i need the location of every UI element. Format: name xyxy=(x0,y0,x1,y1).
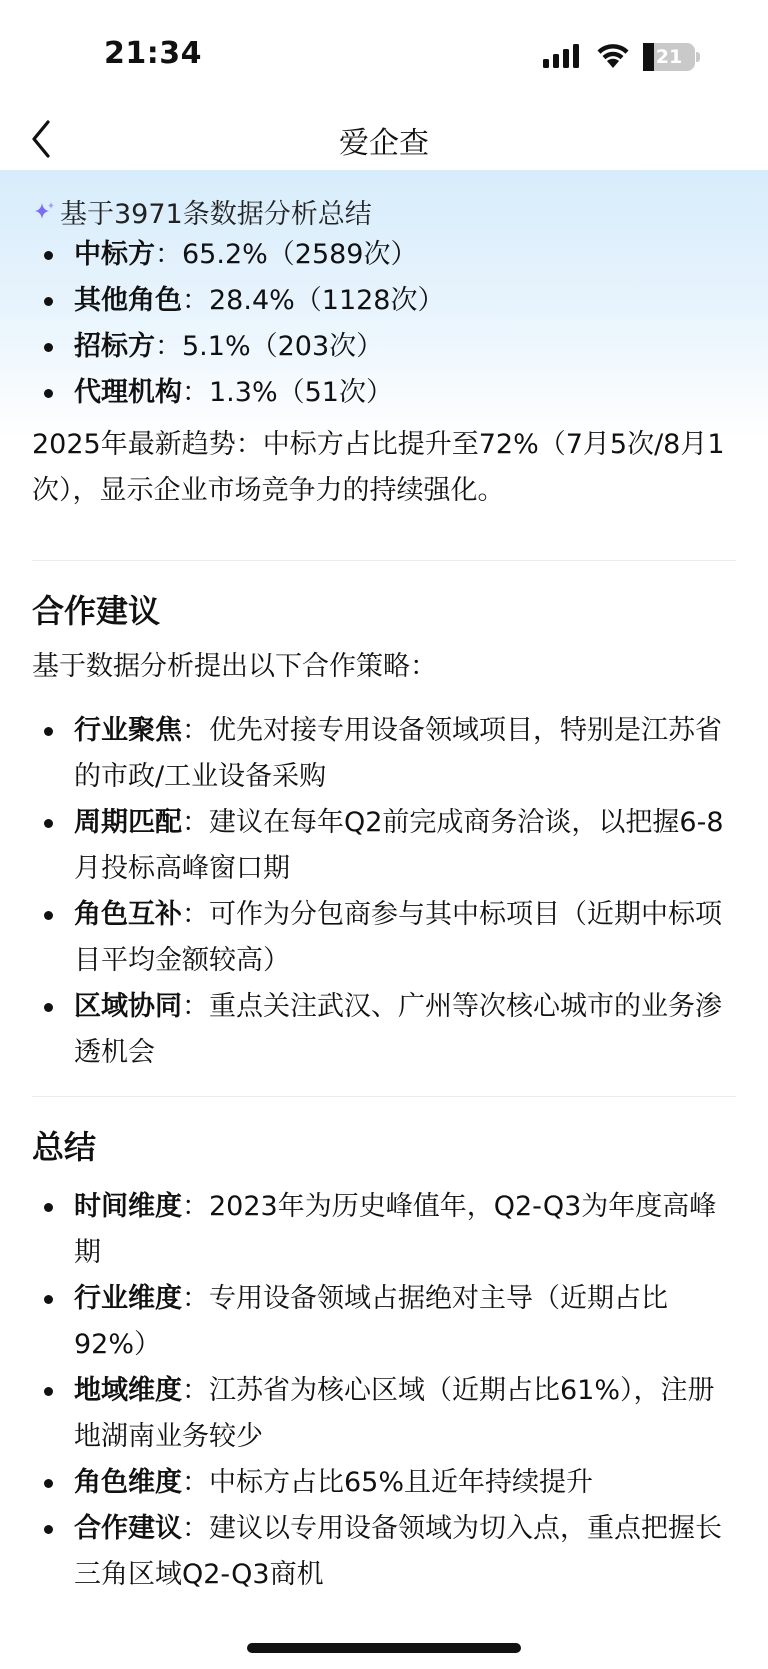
bullet xyxy=(44,251,53,260)
list-item-text: ：65.2%（2589次） xyxy=(155,239,418,270)
bullet xyxy=(44,911,53,920)
summary-heading-text: 基于3971条数据分析总结 xyxy=(60,199,372,230)
list-item xyxy=(32,1276,736,1368)
list-item-label: 角色互补 xyxy=(74,899,182,930)
list-item-text: ：中标方占比65%且近年持续提升 xyxy=(182,1467,594,1498)
conclusion-list xyxy=(32,1184,736,1598)
bullet xyxy=(44,1295,53,1304)
status-bar xyxy=(0,0,768,110)
bullet xyxy=(44,1003,53,1012)
status-time: 21:34 xyxy=(104,36,202,71)
list-item-text: ：2023年为历史峰值年，Q2-Q3为年度高峰期 xyxy=(74,1191,717,1268)
list-item xyxy=(32,1460,736,1506)
bullet xyxy=(44,1203,53,1212)
list-item-label: 行业维度 xyxy=(74,1283,182,1314)
list-item xyxy=(32,984,736,1076)
battery-indicator xyxy=(643,43,699,71)
bullet xyxy=(44,1387,53,1396)
cooperation-title: 合作建议 xyxy=(32,592,161,630)
list-item xyxy=(32,1184,736,1276)
list-item-text: ：专用设备领域占据绝对主导（近期占比92%） xyxy=(74,1283,668,1360)
list-item xyxy=(32,370,736,416)
list-item-text: ：建议以专用设备领域为切入点，重点把握长三角区域Q2-Q3商机 xyxy=(74,1513,722,1590)
cellular-signal-icon xyxy=(543,44,583,68)
bullet xyxy=(44,1525,53,1534)
list-item-label: 合作建议 xyxy=(74,1513,182,1544)
bullet xyxy=(44,389,53,398)
bullet xyxy=(44,343,53,352)
list-item-label: 招标方 xyxy=(74,331,155,362)
list-item xyxy=(32,800,736,892)
list-item xyxy=(32,1368,736,1460)
list-item-text: ：28.4%（1128次） xyxy=(182,285,445,316)
list-item-text: ：建议在每年Q2前完成商务洽谈，以把握6-8月投标高峰窗口期 xyxy=(74,807,724,884)
divider xyxy=(32,560,736,561)
list-item-label: 角色维度 xyxy=(74,1467,182,1498)
bullet xyxy=(44,727,53,736)
list-item-text: ：优先对接专用设备领域项目，特别是江苏省的市政/工业设备采购 xyxy=(74,715,722,792)
list-item xyxy=(32,1506,736,1598)
divider xyxy=(32,1096,736,1097)
content-area[interactable] xyxy=(0,170,768,1590)
list-item xyxy=(32,892,736,984)
list-item-label: 行业聚焦 xyxy=(74,715,182,746)
list-item xyxy=(32,324,736,370)
role-stats-list xyxy=(32,232,736,416)
list-item-label: 地域维度 xyxy=(74,1375,182,1406)
list-item-text: ：1.3%（51次） xyxy=(182,377,393,408)
list-item-text: ：重点关注武汉、广州等次核心城市的业务渗透机会 xyxy=(74,991,722,1068)
list-item-text: ：可作为分包商参与其中标项目（近期中标项目平均金额较高） xyxy=(74,899,722,976)
list-item xyxy=(32,708,736,800)
list-item-label: 区域协同 xyxy=(74,991,182,1022)
battery-level: 21 xyxy=(655,46,683,68)
list-item xyxy=(32,278,736,324)
home-indicator[interactable] xyxy=(247,1643,521,1653)
sparkle-icon xyxy=(32,200,56,224)
bullet xyxy=(44,819,53,828)
cooperation-intro: 基于数据分析提出以下合作策略： xyxy=(32,651,437,682)
list-item-text: ：江苏省为核心区域（近期占比61%），注册地湖南业务较少 xyxy=(74,1375,715,1452)
trend-paragraph: 2025年最新趋势：中标方占比提升至72%（7月5次/8月1次），显示企业市场竞争力的持续强化。 xyxy=(32,429,725,506)
cooperation-list xyxy=(32,708,736,1076)
nav-bar xyxy=(0,110,768,170)
summary-heading xyxy=(32,192,372,231)
list-item-label: 中标方 xyxy=(74,239,155,270)
list-item-text: ：5.1%（203次） xyxy=(155,331,384,362)
list-item-label: 其他角色 xyxy=(74,285,182,316)
bullet xyxy=(44,1479,53,1488)
list-item-label: 周期匹配 xyxy=(74,807,182,838)
list-item-label: 代理机构 xyxy=(74,377,182,408)
page-title: 爱企查 xyxy=(339,126,429,161)
wifi-icon xyxy=(596,42,630,68)
list-item xyxy=(32,232,736,278)
list-item-label: 时间维度 xyxy=(74,1191,182,1222)
bullet xyxy=(44,297,53,306)
conclusion-title: 总结 xyxy=(32,1128,97,1166)
